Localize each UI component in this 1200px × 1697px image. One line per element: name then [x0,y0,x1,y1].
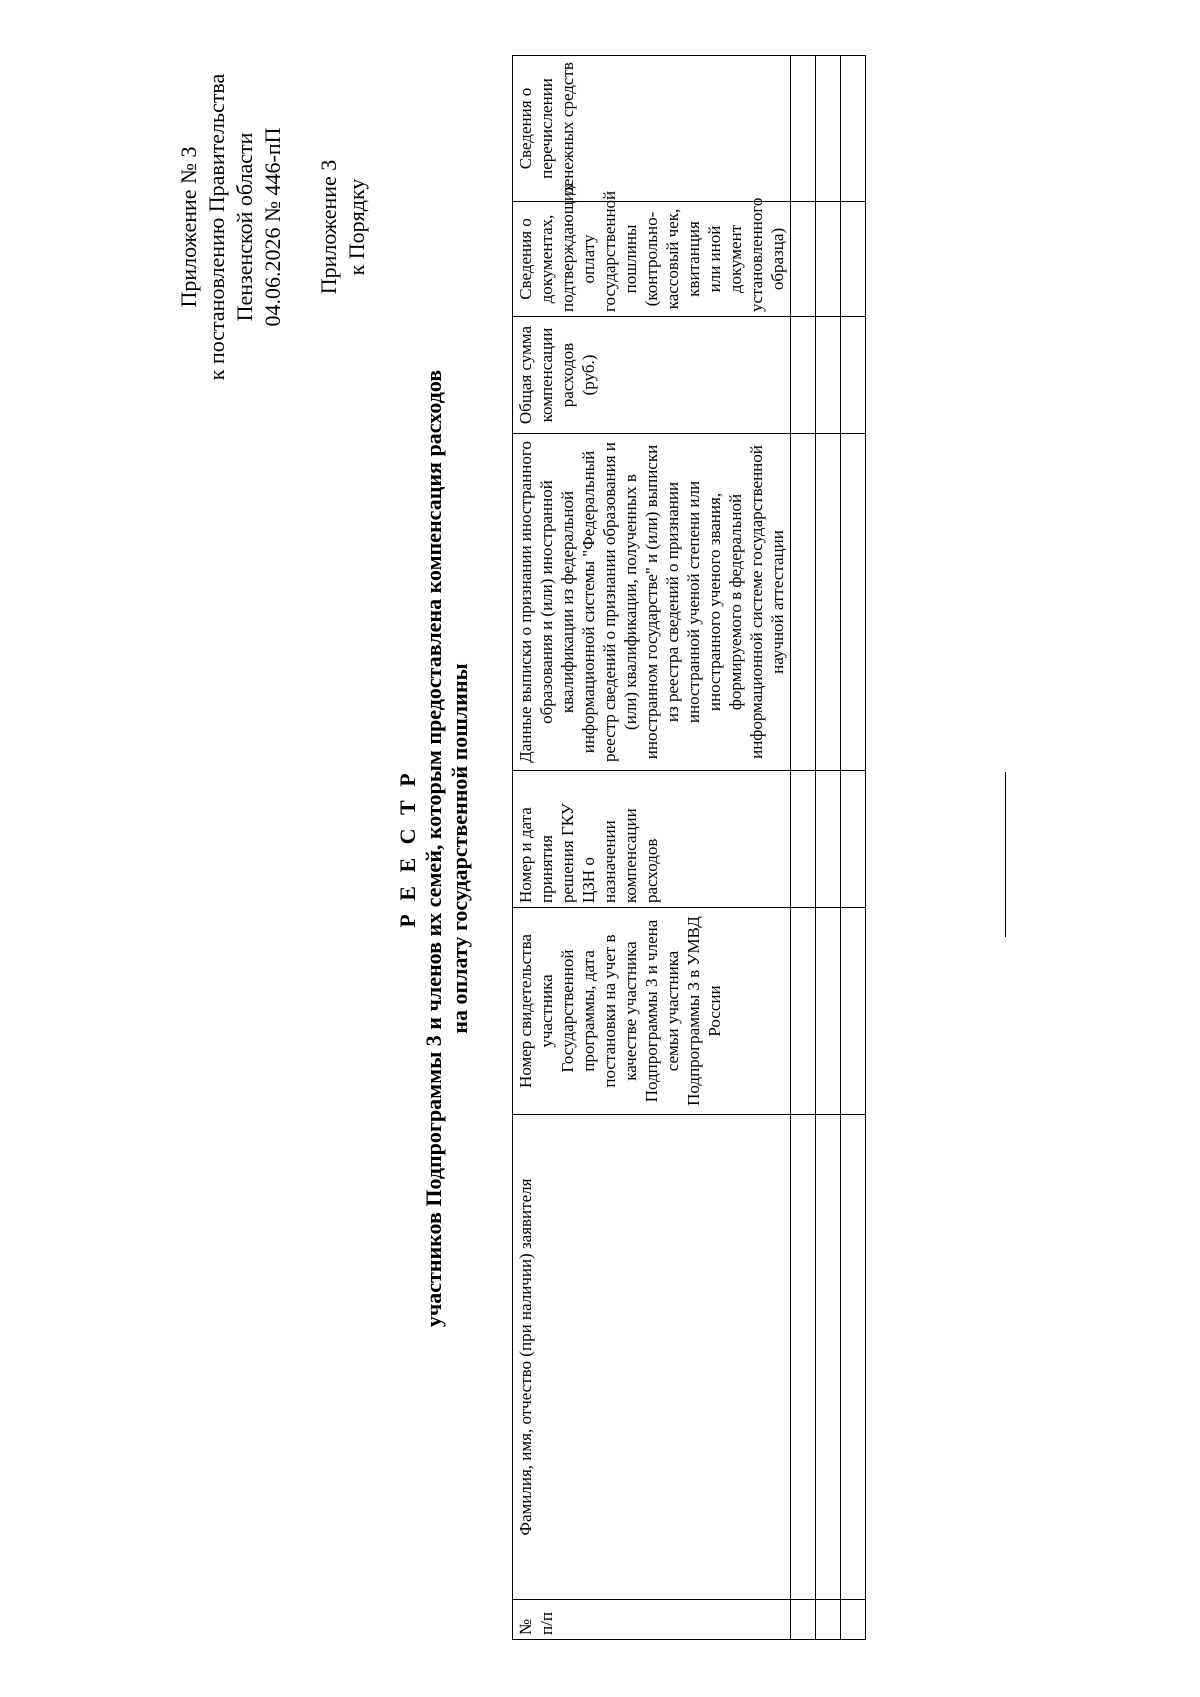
register-title [395,0,473,1697]
table-cell[interactable] [841,434,866,771]
table-cell[interactable] [816,202,841,317]
table-cell[interactable] [791,202,816,317]
appendix-order: к Порядку [344,178,369,276]
col-header-extract-data: Данные выписки о признании иностранного образования и (или) иностранной квалификации из федеральной информационной системы "Федеральный реестр сведений о признании образования и (или) квалификации, полученных в иностранном государстве" и (или) выписки из реестра сведений о признании иностранной ученой степени или иностранного ученого звания, формируемого в федеральной информационной системе государственной научной аттестации [513,434,791,771]
table-cell[interactable] [791,908,816,1115]
appendix-order-number: Приложение 3 [316,159,341,295]
table-cell[interactable] [816,56,841,202]
table-cell[interactable] [791,434,816,771]
table-cell[interactable] [816,771,841,908]
table-header-row [513,56,791,1640]
appendix-block [175,17,371,437]
register-table [512,55,866,1640]
appendix-date: 04.06.2026 № 446-пП [260,127,285,327]
appendix-number: Приложение № 3 [176,146,201,308]
table-cell[interactable] [841,202,866,317]
register-heading: Р Е Е С Т Р [395,769,420,928]
table-row [791,56,816,1640]
table-cell[interactable] [816,1115,841,1600]
register-subtitle-2: на оплату государственной пошлины [447,663,472,1034]
table-cell[interactable] [791,1600,816,1640]
table-cell[interactable] [841,771,866,908]
col-header-certificate: Номер свидетельства участника Государственной программы, дата постановки на учет в качестве участника Подпрограммы 3 и члена семьи участника Подпрограммы 3 в УМВД России [513,908,791,1115]
table-cell[interactable] [816,434,841,771]
table-cell[interactable] [841,1115,866,1600]
col-header-transfer-info: Сведения о перечислении денежных средств [513,56,791,202]
register-subtitle-1: участников Подпрограммы 3 и членов их семей, которым предоставлена компенсация расходов [421,369,446,1328]
table-cell[interactable] [841,1600,866,1640]
appendix-decree: к постановлению Правительства [204,73,229,381]
table-cell[interactable] [841,56,866,202]
col-header-decision: Номер и дата принятия решения ГКУ ЦЗН о назначении компенсации расходов [513,771,791,908]
table-cell[interactable] [791,1115,816,1600]
col-header-applicant-name: Фамилия, имя, отчество (при наличии) заявителя [513,1115,791,1600]
table-cell[interactable] [791,771,816,908]
table-cell[interactable] [816,317,841,434]
table-cell[interactable] [791,56,816,202]
col-header-total-sum: Общая сумма компенсации расходов (руб.) [513,317,791,434]
table-row [841,56,866,1640]
table-cell[interactable] [791,317,816,434]
appendix-region: Пензенской области [232,132,257,322]
table-row [816,56,841,1640]
table-cell[interactable] [816,908,841,1115]
table-cell[interactable] [841,908,866,1115]
table-cell[interactable] [841,317,866,434]
col-header-number: № п/п [513,1600,791,1640]
table-cell[interactable] [816,1600,841,1640]
col-header-payment-documents: Сведения о документах, подтверждающих оплату государственной пошлины (контрольно-кассовый чек, квитанция или иной документ установленного образца) [513,202,791,317]
end-divider [1005,772,1006,937]
